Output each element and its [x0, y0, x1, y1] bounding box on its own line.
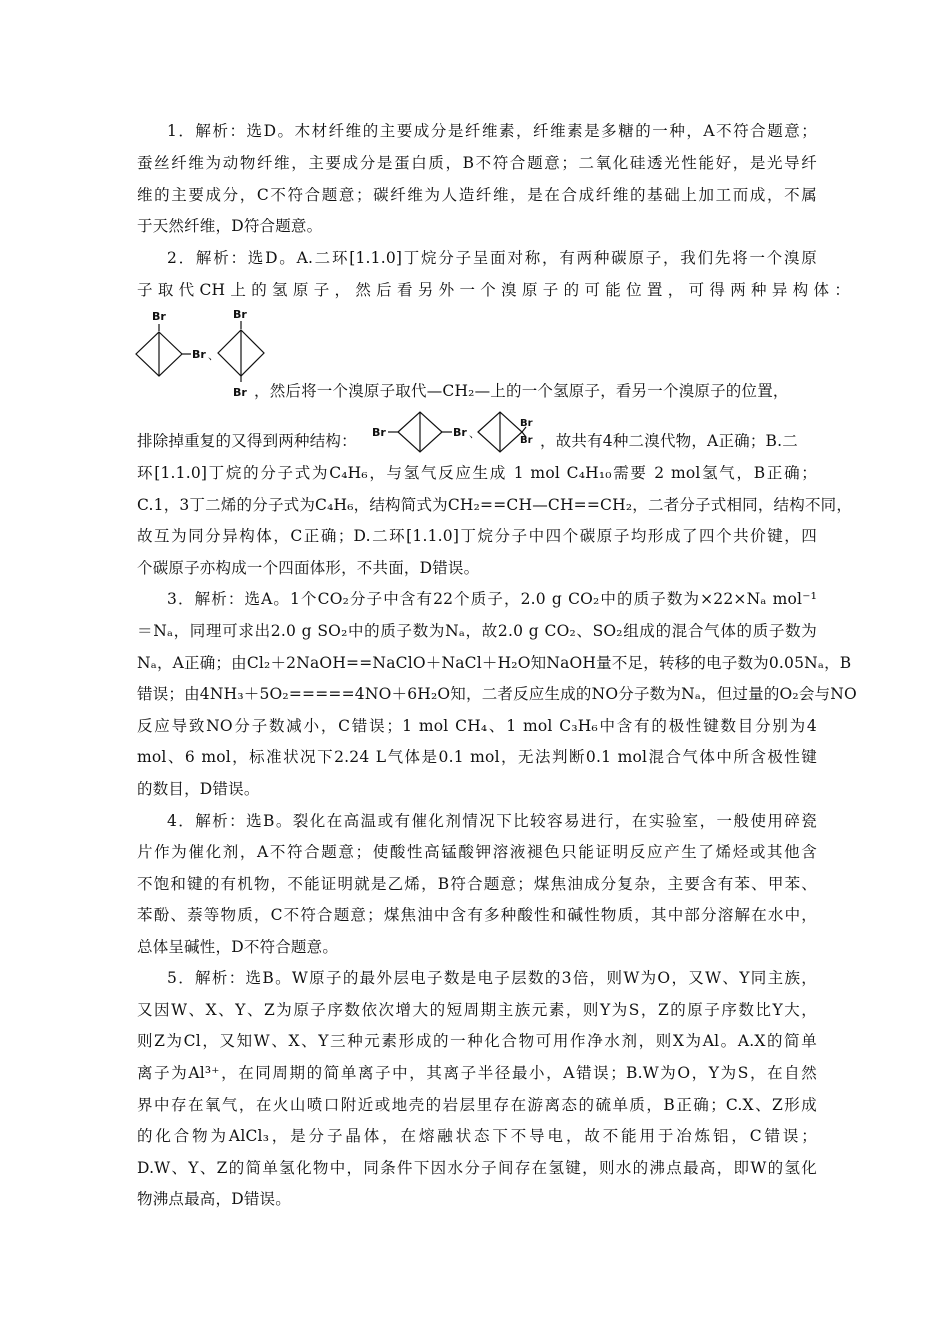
text-line: 故互为同分异构体，C正确；D.二环[1.1.0]丁烷分子中四个碳原子均形成了四个共价键，四 — [137, 527, 817, 545]
text-line: 物沸点最高，D错误。 — [137, 1190, 291, 1208]
text-line: 维的主要成分，C不符合题意；碳纤维为人造纤维，是在合成纤维的基础上加工而成，不属 — [137, 186, 817, 204]
text-line: 反应导致NO分子数减小，C错误；1 mol CH₄、1 mol C₃H₆中含有的极性键数目分别为4 — [137, 717, 817, 735]
br-label: Br — [453, 426, 467, 439]
br-label: Br — [233, 386, 247, 399]
text-line: 于天然纤维，D符合题意。 — [137, 217, 323, 235]
text-line: 片作为催化剂，A不符合题意；使酸性高锰酸钾溶液褪色只能证明反应产生了烯烃或其他含 — [137, 843, 817, 861]
text-line: 4．解析：选B。裂化在高温或有催化剂情况下比较容易进行，在实验室，一般使用碎瓷 — [167, 812, 817, 830]
text-line: 个碳原子亦构成一个四面体形，不共面，D错误。 — [137, 559, 480, 577]
text-line: 蚕丝纤维为动物纤维，主要成分是蛋白质，B不符合题意；二氧化硅透光性能好，是光导纤 — [137, 154, 817, 172]
text-line: ，然后将一个溴原子取代—CH₂—上的一个氢原子，看另一个溴原子的位置， — [254, 382, 789, 400]
text-line: 1．解析：选D。木材纤维的主要成分是纤维素，纤维素是多糖的一种，A不符合题意； — [167, 122, 817, 140]
text-line: mol、6 mol，标准状况下2.24 L气体是0.1 mol，无法判断0.1 mol混合气体中所含极性键 — [137, 748, 817, 766]
br-label: Br — [520, 435, 533, 446]
text-line: 5．解析：选B。W原子的最外层电子数是电子层数的3倍，则W为O，又W、Y同主族， — [167, 969, 817, 987]
text-line: Nₐ，A正确；由Cl₂＋2NaOH==NaClO＋NaCl＋H₂O知NaOH量不足，转移的电子数为0.05Nₐ，B — [137, 654, 852, 672]
text-line: 不饱和键的有机物，不能证明就是乙烯，B符合题意；煤焦油成分复杂，主要含有苯、甲苯、 — [137, 875, 817, 893]
text-line: 子 取 代 CH 上 的 氢 原 子 ， 然 后 看 另 外 一 个 溴 原 子 的 可 能 位 置 ， 可 得 两 种 异 构 体 ： — [137, 281, 851, 299]
br-label: Br — [152, 310, 166, 323]
text-line: D.W、Y、Z的简单氢化物中，同条件下因水分子间存在氢键，则水的沸点最高，即W的氢化 — [137, 1159, 817, 1177]
text-line: 界中存在氧气，在火山喷口附近或地壳的岩层里存在游离态的硫单质，B正确；C.X、Z形成 — [137, 1096, 817, 1114]
separator: 、 — [208, 349, 219, 362]
text-line: 总体呈碱性，D不符合题意。 — [137, 938, 339, 956]
text-line: 错误；由4NH₃＋5O₂=====4NO＋6H₂O知，二者反应生成的NO分子数为Nₐ，但过量的O₂会与NO — [137, 685, 857, 703]
br-label: Br — [520, 418, 533, 429]
text-line: 则Z为Cl，又知W、X、Y三种元素形成的一种化合物可用作净水剂，则X为Al。A.X的简单 — [137, 1032, 817, 1050]
separator: 、 — [469, 427, 480, 440]
br-label: Br — [372, 426, 386, 439]
text-line: 环[1.1.0]丁烷的分子式为C₄H₆，与氢气反应生成 1 mol C₄H₁₀需要 2 mol氢气，B正确； — [137, 464, 817, 482]
text-line: 苯酚、萘等物质，C不符合题意；煤焦油中含有多种酸性和碱性物质，其中部分溶解在水中， — [137, 906, 817, 924]
text-line: ，故共有4种二溴代物，A正确；B.二 — [540, 432, 798, 450]
text-line: 的化合物为AlCl₃，是分子晶体，在熔融状态下不导电，故不能用于冶炼铝，C错误； — [137, 1127, 817, 1145]
text-line: 2．解析：选D。A.二环[1.1.0]丁烷分子呈面对称，有两种碳原子，我们先将一个溴原 — [167, 249, 817, 267]
br-label: Br — [233, 308, 247, 321]
text-line: ＝Nₐ，同理可求出2.0 g SO₂中的质子数为Nₐ，故2.0 g CO₂、SO₂组成的混合气体的质子数为 — [137, 622, 817, 640]
text-line: 又因W、X、Y、Z为原子序数依次增大的短周期主族元素，则Y为S，Z的原子序数比Y大， — [137, 1001, 817, 1019]
text-line: 3．解析：选A。1个CO₂分子中含有22个质子，2.0 g CO₂中的质子数为×22×Nₐ mol⁻¹ — [167, 590, 817, 608]
br-label: Br — [192, 348, 206, 361]
text-line: 的数目，D错误。 — [137, 780, 260, 798]
text-line: C.1，3丁二烯的分子式为C₄H₆，结构简式为CH₂==CH—CH==CH₂，二者分子式相同，结构不同， — [137, 496, 853, 514]
text-line: 离子为Al³⁺，在同周期的简单离子中，其离子半径最小，A错误；B.W为O，Y为S，在自然 — [137, 1064, 817, 1082]
text-line: 排除掉重复的又得到两种结构： — [137, 432, 357, 450]
dibromo-structure-4 — [476, 410, 540, 460]
